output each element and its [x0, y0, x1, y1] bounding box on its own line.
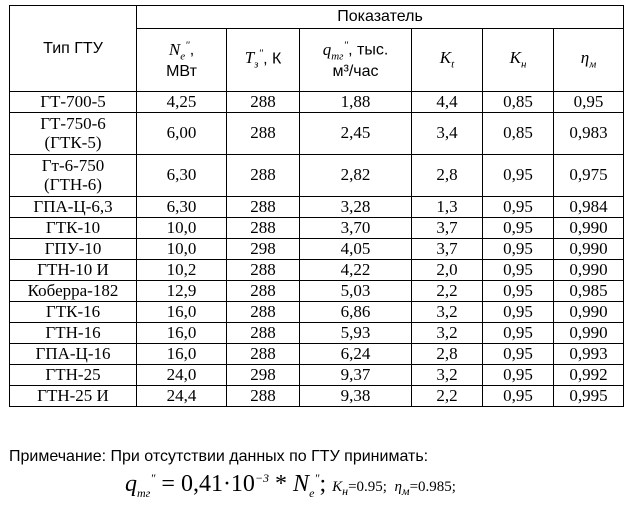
cell-kn: 0,95	[483, 155, 554, 197]
gtu-type-line: ГТН-16	[45, 322, 101, 342]
cell-t3: 288	[227, 197, 300, 218]
cell-t3: 288	[227, 281, 300, 302]
gtu-type-line: ГТ-700-5	[40, 91, 106, 111]
cell-q: 4,05	[300, 239, 412, 260]
cell-ne: 16,0	[137, 323, 227, 344]
cell-ne: 24,4	[137, 386, 227, 407]
cell-gtu-type	[10, 92, 137, 113]
cell-t3: 288	[227, 218, 300, 239]
cell-kn: 0,95	[483, 323, 554, 344]
table-row	[10, 281, 624, 302]
table-row	[10, 155, 624, 197]
cell-t3: 288	[227, 302, 300, 323]
gtu-type-line: ГТН-25 И	[37, 385, 109, 405]
cell-q: 2,45	[300, 113, 412, 155]
formula-exponent: −3	[254, 471, 270, 485]
cell-eta: 0,984	[554, 197, 624, 218]
cell-ne: 16,0	[137, 302, 227, 323]
header-ne: $N_e^"$, МВт	[137, 29, 227, 92]
cell-eta: 0,995	[554, 386, 624, 407]
table-row	[10, 239, 624, 260]
cell-eta: 0,975	[554, 155, 624, 197]
cell-kn: 0,85	[483, 92, 554, 113]
cell-gtu-type	[10, 113, 137, 155]
cell-q: 1,88	[300, 92, 412, 113]
cell-t3: 298	[227, 365, 300, 386]
cell-kn: 0,95	[483, 344, 554, 365]
cell-eta: 0,990	[554, 218, 624, 239]
cell-gtu-type	[10, 197, 137, 218]
gtu-type-line: Гт-6-750	[41, 156, 105, 176]
cell-gtu-type	[10, 344, 137, 365]
cell-kn: 0,95	[483, 365, 554, 386]
header-q: $q_{тг}^"$, тыс. м³/час	[300, 29, 412, 92]
cell-gtu-type	[10, 365, 137, 386]
cell-k1: 1,3	[412, 197, 483, 218]
cell-ne: 12,9	[137, 281, 227, 302]
cell-eta: 0,95	[554, 92, 624, 113]
table-row	[10, 323, 624, 344]
cell-eta: 0,990	[554, 239, 624, 260]
header-q-unit-2: м³/час	[332, 62, 379, 80]
gtu-parameters-table	[9, 5, 624, 407]
gtu-type-line: ГТН-10 И	[37, 259, 109, 279]
cell-k1: 2,0	[412, 260, 483, 281]
cell-eta: 0,993	[554, 344, 624, 365]
table-row	[10, 365, 624, 386]
header-t3: $T_з^"$, К	[227, 29, 300, 92]
gtu-type-line: (ГТН-6)	[44, 174, 102, 194]
table-body	[10, 92, 624, 407]
table-row	[10, 386, 624, 407]
cell-eta: 0,990	[554, 302, 624, 323]
cell-kn: 0,95	[483, 386, 554, 407]
cell-k1: 3,2	[412, 323, 483, 344]
cell-eta: 0,990	[554, 260, 624, 281]
cell-kn: 0,95	[483, 281, 554, 302]
cell-ne: 4,25	[137, 92, 227, 113]
header-indicator-group: Показатель	[137, 6, 624, 29]
cell-ne: 6,00	[137, 113, 227, 155]
cell-k1: 2,2	[412, 386, 483, 407]
formula-value: = 0,41·10	[161, 471, 255, 497]
cell-k1: 3,4	[412, 113, 483, 155]
cell-eta: 0,985	[554, 281, 624, 302]
table-note: Примечание: При отсутствии данных по ГТУ принимать:	[9, 448, 429, 465]
cell-eta: 0,992	[554, 365, 624, 386]
gtu-type-line: (ГТК-5)	[44, 132, 102, 152]
note-formula: $q_{тг}^" = 0,41\cdot 10^{-3} * N_e^"$; $K_н=0.95$; $\eta_м=0.985$;	[125, 471, 456, 500]
table-row	[10, 302, 624, 323]
table-row	[10, 344, 624, 365]
cell-k1: 4,4	[412, 92, 483, 113]
cell-k1: 3,2	[412, 365, 483, 386]
cell-t3: 288	[227, 344, 300, 365]
header-t3-unit: , К	[263, 50, 282, 68]
cell-gtu-type	[10, 302, 137, 323]
cell-q: 9,38	[300, 386, 412, 407]
cell-t3: 298	[227, 239, 300, 260]
cell-k1: 3,7	[412, 218, 483, 239]
cell-t3: 288	[227, 323, 300, 344]
table-row	[10, 218, 624, 239]
gtu-type-line: ГПУ-10	[44, 238, 102, 258]
cell-k1: 2,8	[412, 155, 483, 197]
cell-k1: 3,2	[412, 302, 483, 323]
header-eta: $\eta_м$	[554, 29, 624, 92]
cell-gtu-type	[10, 155, 137, 197]
table-row	[10, 113, 624, 155]
cell-ne: 6,30	[137, 155, 227, 197]
cell-gtu-type	[10, 323, 137, 344]
gtu-type-line: ГПА-Ц-16	[35, 343, 111, 363]
cell-t3: 288	[227, 92, 300, 113]
cell-q: 9,37	[300, 365, 412, 386]
formula-kn-value: =0.95;	[348, 479, 387, 495]
cell-ne: 16,0	[137, 344, 227, 365]
cell-kn: 0,95	[483, 239, 554, 260]
gtu-type-line: ГТН-25	[45, 364, 101, 384]
table-row	[10, 92, 624, 113]
header-ne-unit: МВт	[166, 62, 197, 80]
cell-k1: 3,7	[412, 239, 483, 260]
cell-q: 2,82	[300, 155, 412, 197]
table-row	[10, 197, 624, 218]
header-k1: $K_t$	[412, 29, 483, 92]
cell-eta: 0,983	[554, 113, 624, 155]
gtu-type-line: ГТК-16	[45, 301, 101, 321]
cell-q: 3,70	[300, 218, 412, 239]
formula-times: *	[275, 471, 288, 497]
gtu-type-line: ГТ-750-6	[40, 114, 106, 134]
cell-kn: 0,85	[483, 113, 554, 155]
cell-t3: 288	[227, 113, 300, 155]
cell-q: 6,24	[300, 344, 412, 365]
cell-t3: 288	[227, 386, 300, 407]
cell-eta: 0,990	[554, 323, 624, 344]
cell-gtu-type	[10, 386, 137, 407]
cell-gtu-type	[10, 239, 137, 260]
cell-gtu-type	[10, 260, 137, 281]
header-gtu-type: Тип ГТУ	[10, 6, 137, 92]
cell-kn: 0,95	[483, 197, 554, 218]
cell-t3: 288	[227, 155, 300, 197]
cell-k1: 2,8	[412, 344, 483, 365]
cell-q: 6,86	[300, 302, 412, 323]
cell-ne: 10,0	[137, 218, 227, 239]
gtu-type-line: ГТК-10	[45, 217, 101, 237]
table-row	[10, 260, 624, 281]
cell-q: 3,28	[300, 197, 412, 218]
header-kn: $K_н$	[483, 29, 554, 92]
cell-q: 5,03	[300, 281, 412, 302]
cell-ne: 10,2	[137, 260, 227, 281]
gtu-type-line: Коберра-182	[27, 280, 119, 300]
header-q-unit-1: , тыс.	[348, 41, 389, 59]
cell-gtu-type	[10, 218, 137, 239]
cell-kn: 0,95	[483, 302, 554, 323]
cell-kn: 0,95	[483, 218, 554, 239]
gtu-type-line: ГПА-Ц-6,3	[33, 196, 113, 216]
cell-q: 5,93	[300, 323, 412, 344]
cell-k1: 2,2	[412, 281, 483, 302]
cell-ne: 24,0	[137, 365, 227, 386]
cell-t3: 288	[227, 260, 300, 281]
cell-q: 4,22	[300, 260, 412, 281]
cell-gtu-type	[10, 281, 137, 302]
cell-ne: 6,30	[137, 197, 227, 218]
formula-eta-value: =0.985;	[409, 479, 456, 495]
cell-kn: 0,95	[483, 260, 554, 281]
cell-ne: 10,0	[137, 239, 227, 260]
